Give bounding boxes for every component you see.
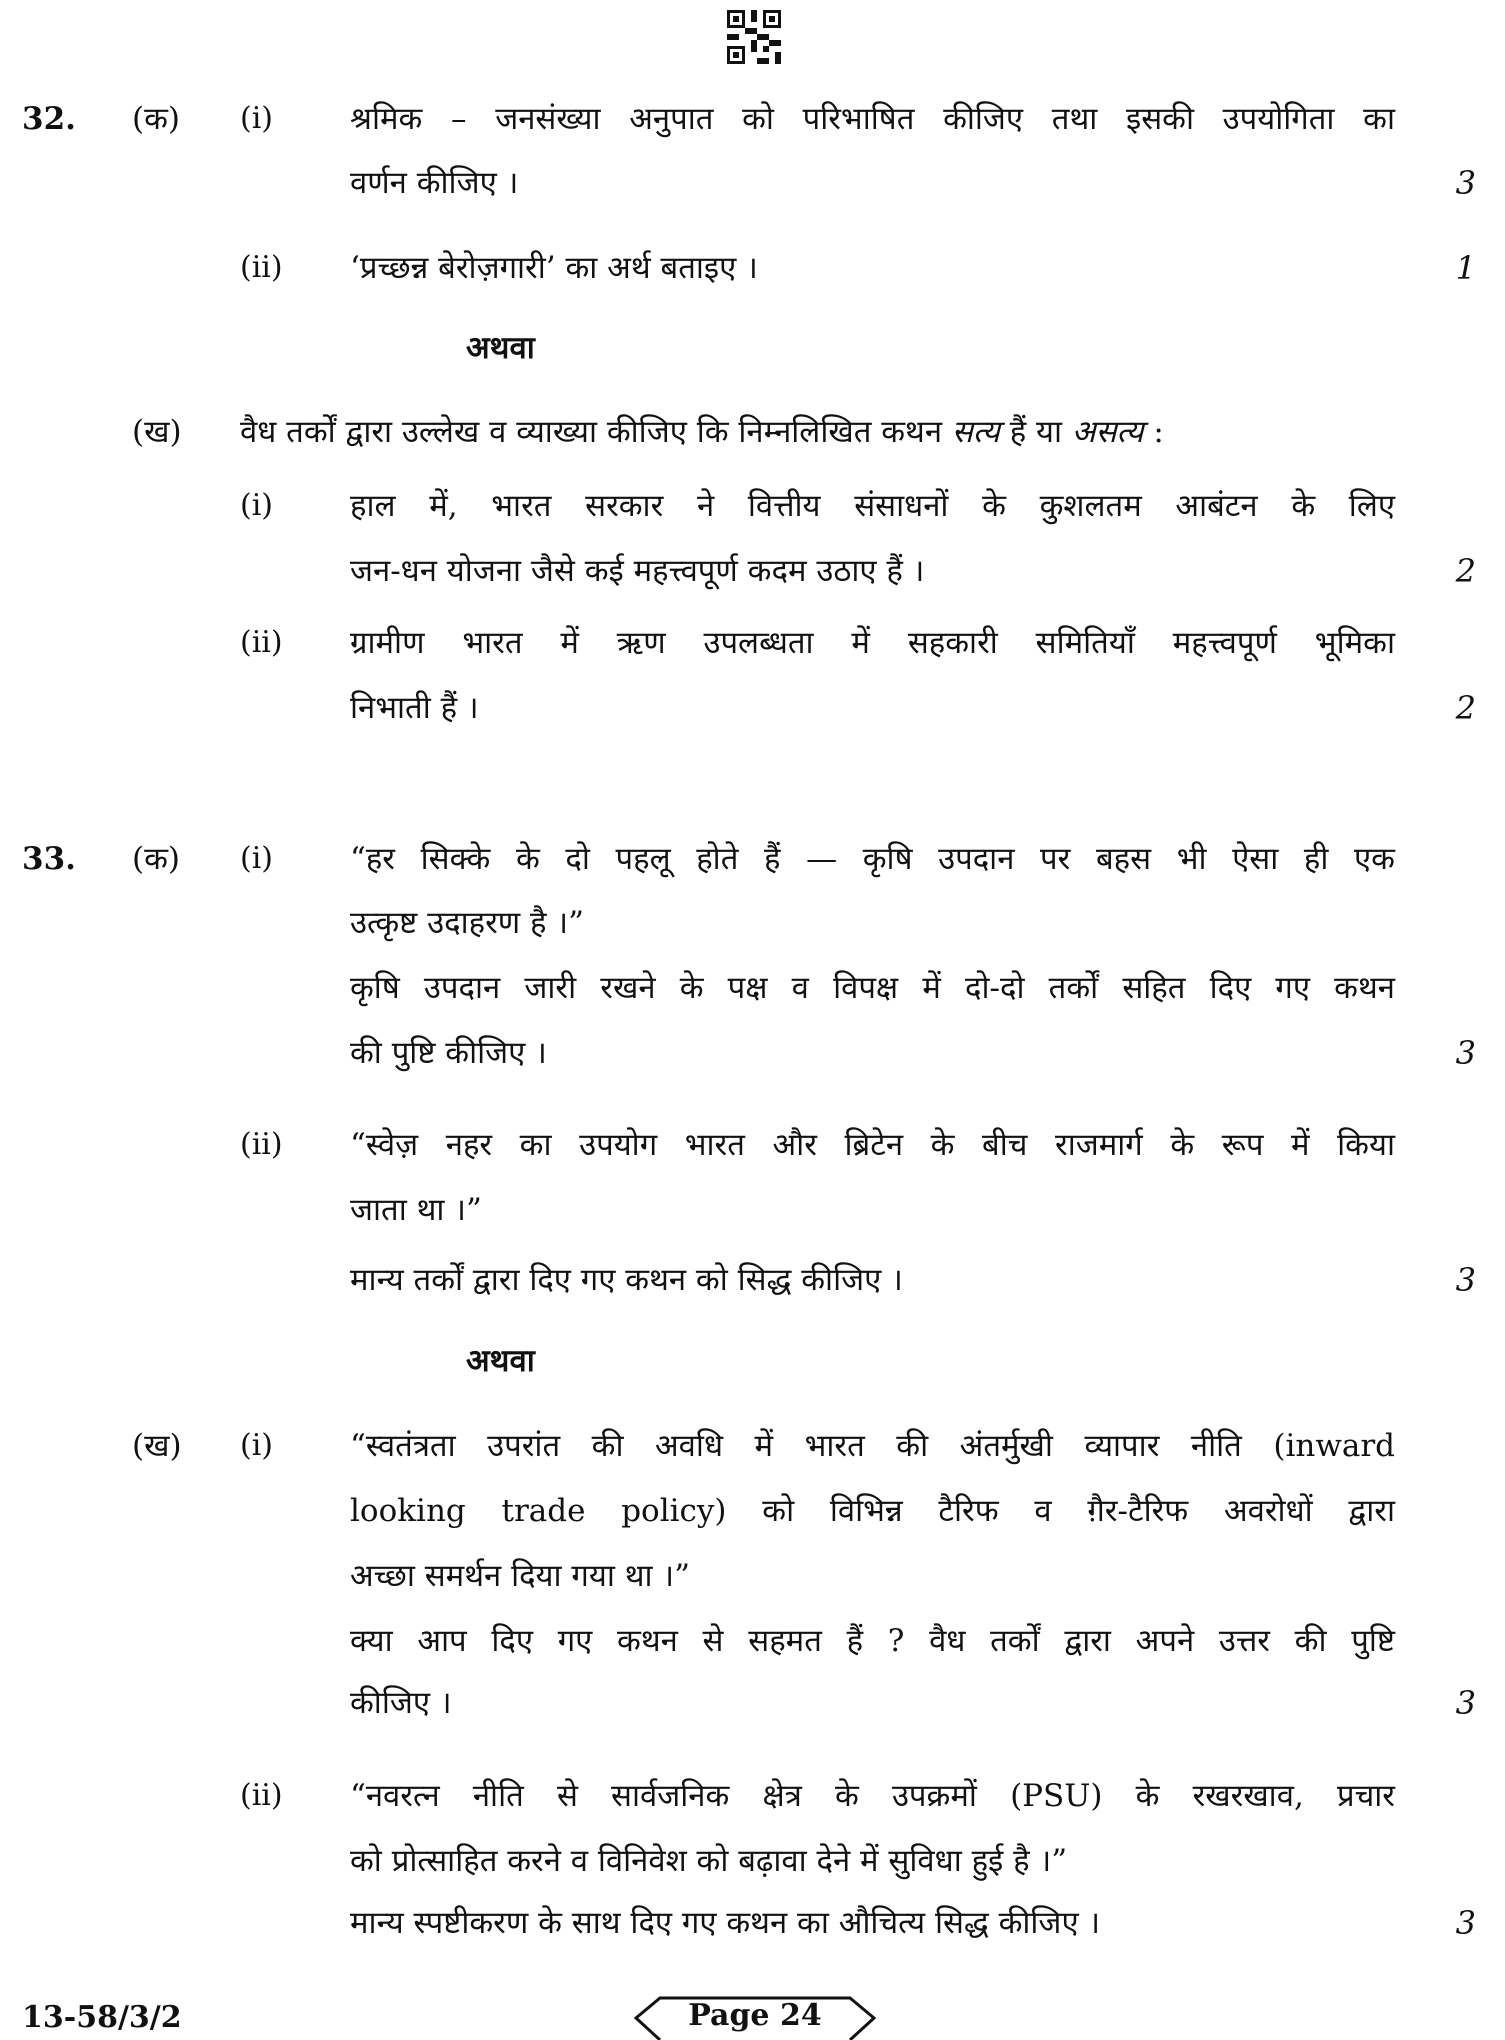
question-number: 33. [22, 841, 76, 877]
question-text: ग्रामीण भारत में ऋण उपलब्धता में सहकारी समितियाँ महत्त्वपूर्ण भूमिका [350, 625, 1395, 661]
sub-label: (ii) [240, 1127, 283, 1162]
qr-code-icon [727, 10, 781, 64]
intro-true: सत्य [951, 414, 1000, 450]
question-text: looking trade policy) को विभिन्न टैरिफ व ग़ैर-टैरिफ अवरोधों द्वारा [350, 1493, 1395, 1529]
question-text: हाल में, भारत सरकार ने वित्तीय संसाधनों के कुशलतम आबंटन के लिए [350, 488, 1395, 524]
question-text: कीजिए । [350, 1685, 452, 1721]
sub-label: (ii) [240, 250, 283, 285]
question-text: ‘प्रच्छन्न बेरोज़गारी’ का अर्थ बताइए । [350, 250, 758, 286]
sub-label: (i) [240, 488, 274, 523]
sub-label: (i) [240, 101, 274, 136]
marks: 3 [1455, 1034, 1476, 1072]
page-number: Page 24 [688, 1998, 822, 2033]
marks: 2 [1455, 552, 1476, 590]
question-text: कृषि उपदान जारी रखने के पक्ष व विपक्ष में दो-दो तर्कों सहित दिए गए कथन [350, 970, 1395, 1006]
question-text: श्रमिक – जनसंख्या अनुपात को परिभाषित कीजिए तथा इसकी उपयोगिता का [350, 101, 1395, 137]
sub-label: (ii) [240, 1778, 283, 1813]
question-text: जन-धन योजना जैसे कई महत्त्वपूर्ण कदम उठाए हैं । [350, 553, 925, 589]
sub-label: (i) [240, 841, 274, 876]
marks: 3 [1455, 164, 1476, 202]
question-text: “नवरत्न नीति से सार्वजनिक क्षेत्र के उपक्रमों (PSU) के रखरखाव, प्रचार [350, 1778, 1395, 1814]
question-text: “स्वतंत्रता उपरांत की अवधि में भारत की अंतर्मुखी व्यापार नीति (inward [350, 1428, 1395, 1464]
question-text: निभाती हैं । [350, 690, 479, 726]
sub-label: (i) [240, 1428, 274, 1463]
marks: 1 [1455, 249, 1476, 287]
question-number: 32. [22, 101, 76, 137]
intro-text: वैध तर्कों द्वारा उल्लेख व व्याख्या कीजिए कि निम्नलिखित कथन [240, 414, 952, 450]
page-number-badge [632, 1996, 878, 2040]
intro-text: हैं या [999, 414, 1072, 450]
intro-false: असत्य [1071, 414, 1144, 450]
question-text: की पुष्टि कीजिए । [350, 1035, 547, 1071]
question-text: “हर सिक्के के दो पहलू होते हैं — कृषि उपदान पर बहस भी ऐसा ही एक [350, 841, 1395, 877]
part-label: (क) [132, 101, 180, 137]
paper-code: 13-58/3/2 [22, 2000, 182, 2035]
part-label: (ख) [132, 1428, 182, 1464]
question-intro [240, 410, 1395, 454]
marks: 3 [1455, 1684, 1476, 1722]
intro-text: : [1143, 414, 1164, 450]
question-text: उत्कृष्ट उदाहरण है ।” [350, 905, 584, 941]
question-text: मान्य तर्कों द्वारा दिए गए कथन को सिद्ध कीजिए । [350, 1262, 903, 1298]
question-text: क्या आप दिए गए कथन से सहमत हैं ? वैध तर्कों द्वारा अपने उत्तर की पुष्टि [350, 1623, 1395, 1659]
marks: 3 [1455, 1261, 1476, 1299]
question-text: को प्रोत्साहित करने व विनिवेश को बढ़ावा देने में सुविधा हुई है ।” [350, 1843, 1068, 1879]
sub-label: (ii) [240, 625, 283, 660]
marks: 3 [1455, 1904, 1476, 1942]
question-text: अच्छा समर्थन दिया गया था ।” [350, 1558, 691, 1594]
part-label: (ख) [132, 414, 182, 450]
question-text: वर्णन कीजिए । [350, 165, 519, 201]
question-text: जाता था ।” [350, 1192, 482, 1228]
question-text: मान्य स्पष्टीकरण के साथ दिए गए कथन का औचित्य सिद्ध कीजिए । [350, 1905, 1101, 1941]
or-divider: अथवा [466, 330, 535, 366]
part-label: (क) [132, 841, 180, 877]
marks: 2 [1455, 689, 1476, 727]
or-divider: अथवा [466, 1343, 535, 1379]
question-text: “स्वेज़ नहर का उपयोग भारत और ब्रिटेन के बीच राजमार्ग के रूप में किया [350, 1127, 1395, 1163]
